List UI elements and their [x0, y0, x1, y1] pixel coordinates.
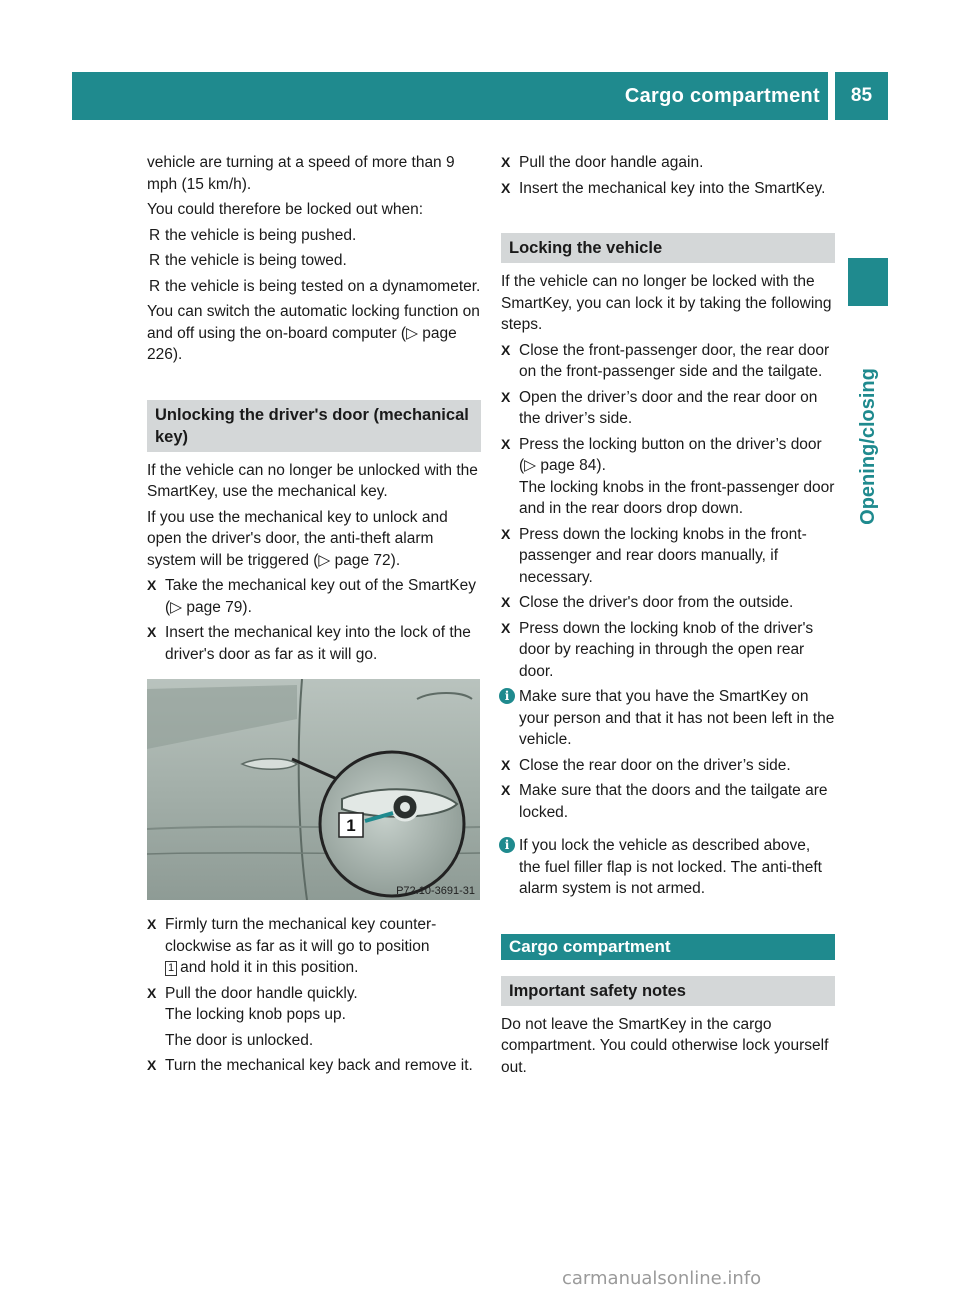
step-arrow-icon: X — [501, 594, 511, 610]
callout-label: 1 — [346, 816, 356, 835]
result-note: The door is unlocked. — [165, 1031, 314, 1049]
paragraph: If you use the mechanical key to unlock and open the driver's door, the anti-theft alarm system will be triggered (▷ page 72). — [147, 508, 448, 569]
section-heading: Unlocking the driver's door (mechanical key) — [147, 400, 481, 452]
step-item: X Insert the mechanical key into the lock of the driver's door as far as it will go. — [147, 624, 471, 663]
info-icon: i — [499, 688, 515, 704]
figure-code: P72.10-3691-31 — [396, 885, 475, 897]
right-column — [501, 152, 835, 1082]
section-heading: Locking the vehicle — [501, 233, 835, 263]
paragraph: You can switch the automatic locking function on and off using the on-board computer (▷ page 226). — [147, 303, 480, 363]
paragraph: If the vehicle can no longer be locked with the SmartKey, you can lock it by taking the following steps. — [501, 273, 832, 333]
position-marker: 1 — [165, 961, 177, 976]
step-item: X Firmly turn the mechanical key counter-clockwise as far as it will go to position 1 and hold it in this position. — [147, 916, 437, 976]
info-icon: i — [499, 837, 515, 853]
step-arrow-icon: X — [501, 435, 511, 452]
door-lock-drawing — [147, 679, 480, 900]
side-tab — [848, 306, 888, 586]
left-column — [147, 152, 481, 1081]
door-lock-illustration — [147, 679, 480, 900]
paragraph: Do not leave the SmartKey in the cargo compartment. You could otherwise lock yourself out. — [501, 1015, 829, 1076]
section-heading: Important safety notes — [501, 976, 835, 1006]
step-arrow-icon: X — [147, 916, 157, 932]
step-item: X Press down the locking knob of the driver's door by reaching in through the open rear door. — [501, 619, 814, 680]
step-arrow-icon: X — [501, 525, 511, 542]
chapter-heading: Cargo compartment — [501, 934, 835, 960]
side-tab-marker — [848, 258, 888, 306]
step-item: X Turn the mechanical key back and remove it. — [147, 1055, 481, 1077]
step-arrow-icon: X — [147, 577, 157, 593]
bullet-item: R the vehicle is being pushed. — [147, 225, 481, 247]
step-arrow-icon: X — [501, 179, 511, 196]
side-tab-label: Opening/closing — [856, 367, 879, 525]
bullet-item: R the vehicle is being tested on a dynamometer. — [147, 276, 481, 298]
header-bar — [72, 72, 828, 120]
step-arrow-icon: X — [501, 154, 511, 170]
step-item: X Pull the door handle quickly. The locking knob pops up. — [147, 984, 358, 1023]
step-arrow-icon: X — [501, 388, 511, 405]
paragraph: You could therefore be locked out when: — [147, 201, 424, 218]
step-item: X Close the driver's door from the outside. — [501, 592, 835, 614]
bullet-mark: R — [149, 277, 161, 295]
paragraph: If the vehicle can no longer be unlocked with the SmartKey, use the mechanical key. — [147, 461, 478, 500]
watermark: carmanualsonline.info — [562, 1268, 762, 1289]
bullet-item: R the vehicle is being towed. — [147, 250, 481, 272]
step-item: X Close the rear door on the driver’s side. — [501, 755, 835, 777]
step-item: X Open the driver’s door and the rear door on the driver’s side. — [501, 388, 818, 427]
step-arrow-icon: X — [501, 341, 511, 358]
page-header-title: Cargo compartment — [624, 84, 820, 107]
step-item: X Insert the mechanical key into the SmartKey. — [501, 178, 835, 200]
step-item: X Press down the locking knobs in the front-passenger and rear doors manually, if necessary. — [501, 525, 807, 586]
step-item: X Close the front-passenger door, the rear door on the front-passenger side and the tailgate. — [501, 341, 830, 380]
step-arrow-icon: X — [147, 1057, 157, 1073]
page-number: 85 — [835, 72, 888, 120]
step-item: X Take the mechanical key out of the SmartKey (▷ page 79). — [147, 577, 477, 616]
step-arrow-icon: X — [147, 624, 157, 640]
bullet-mark: R — [149, 252, 161, 269]
step-arrow-icon: X — [501, 756, 511, 773]
step-item: X Make sure that the doors and the tailgate are locked. — [501, 782, 828, 821]
step-arrow-icon: X — [147, 984, 157, 1001]
paragraph: vehicle are turning at a speed of more than 9 mph (15 km/h). — [147, 154, 455, 193]
step-item: X Press the locking button on the driver’s door (▷ page 84). The locking knobs in the front-passenger door and in the rear doors drop down. — [501, 435, 835, 517]
info-note: i Make sure that you have the SmartKey on your person and that it has not been left in the vehicle. — [501, 686, 835, 751]
info-note: i If you lock the vehicle as described above, the fuel filler flap is not locked. The anti-theft alarm system is not armed. — [501, 835, 835, 900]
step-item: X Pull the door handle again. — [501, 152, 835, 174]
bullet-mark: R — [149, 226, 161, 244]
step-arrow-icon: X — [501, 619, 511, 636]
step-arrow-icon: X — [501, 782, 511, 798]
